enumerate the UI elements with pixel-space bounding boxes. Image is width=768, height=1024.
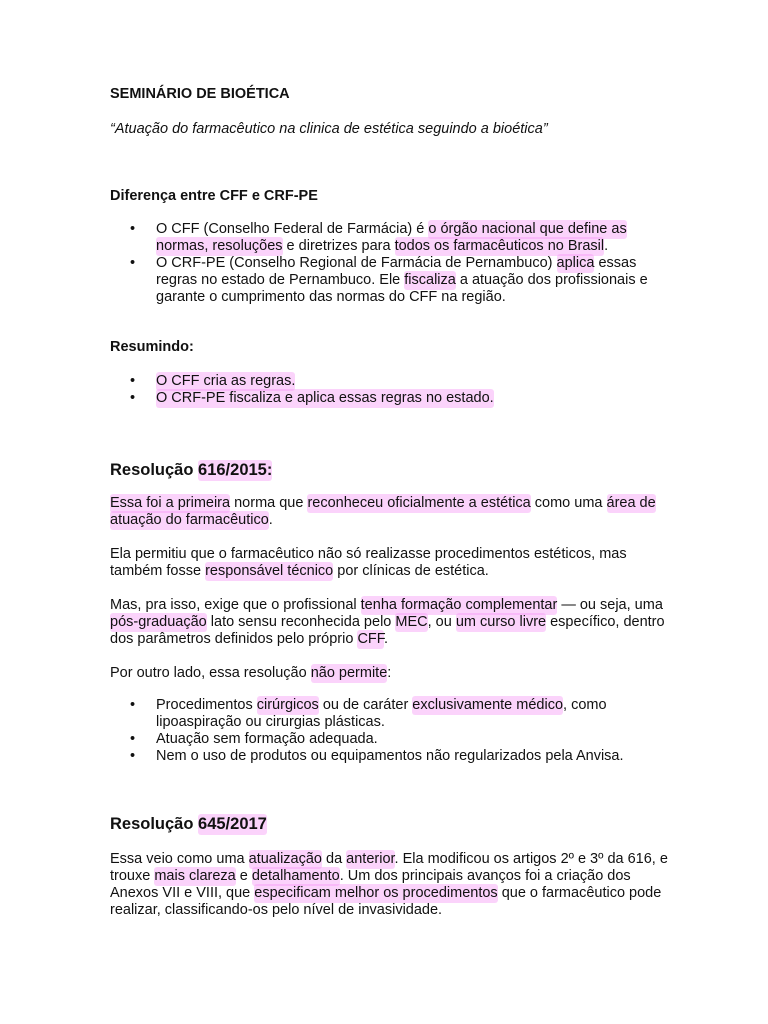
- heading-text: Resolução: [110, 815, 199, 833]
- text-run: .: [604, 238, 609, 254]
- highlight: fiscaliza: [404, 272, 456, 288]
- text-run: específico, dentro dos parâmetros definidos pelo próprio: [110, 614, 665, 647]
- text-run: Procedimentos: [156, 697, 257, 713]
- nao-permite-list: [110, 697, 670, 765]
- paragraph: [110, 665, 670, 682]
- highlight: 645/2017: [198, 815, 267, 833]
- list-item: [110, 255, 670, 306]
- highlight: todos os farmacêuticos no Brasil: [394, 238, 605, 254]
- section-heading-resolucao-645: [110, 815, 267, 834]
- text-run: a atuação dos profissionais e garante o cumprimento das normas do CFF na região.: [156, 272, 648, 305]
- text-run: e: [235, 868, 252, 884]
- text-run: , como lipoaspiração ou cirurgias plásticas.: [156, 697, 607, 730]
- cff-crf-list: [110, 221, 670, 306]
- list-item: [110, 748, 670, 765]
- paragraph: [110, 546, 670, 580]
- text-run: essas regras no estado de Pernambuco. Ele: [156, 255, 637, 288]
- list-item: [110, 697, 670, 731]
- highlight: anterior: [346, 851, 395, 867]
- text-run: norma que: [230, 495, 308, 511]
- text-run: que o farmacêutico pode realizar, classificando-os pelo nível de invasividade.: [110, 885, 662, 918]
- highlight: um curso livre: [455, 614, 547, 630]
- text-run: .: [384, 631, 389, 647]
- text-run: O CRF-PE (Conselho Regional de Farmácia de Pernambuco): [156, 255, 557, 271]
- highlight: Essa foi a primeira: [110, 495, 231, 511]
- highlight: CFF: [357, 631, 385, 647]
- text-run: lato sensu reconhecida pelo: [206, 614, 396, 630]
- paragraph: [110, 851, 670, 919]
- paragraph: [110, 495, 670, 529]
- text-run: Mas, pra isso, exige que o profissional: [110, 597, 361, 613]
- highlight: reconheceu oficialmente a estética: [307, 495, 531, 511]
- highlight: responsável técnico: [205, 563, 334, 579]
- section-heading-resumindo: Resumindo:: [110, 339, 194, 355]
- text-run: Atuação sem formação adequada.: [156, 731, 378, 747]
- section-heading-cff-crf: Diferença entre CFF e CRF-PE: [110, 188, 318, 204]
- highlight: especificam melhor os procedimentos: [254, 885, 498, 901]
- highlight: O CFF cria as regras.: [156, 373, 296, 389]
- highlight: tenha formação complementar: [360, 597, 558, 613]
- list-item: [110, 373, 670, 390]
- list-item: [110, 221, 670, 255]
- highlight: o órgão nacional que define as normas, resoluções: [156, 221, 627, 254]
- text-run: ou de caráter: [318, 697, 413, 713]
- section-heading-resolucao-616: [110, 461, 272, 480]
- text-run: Essa veio como uma: [110, 851, 249, 867]
- highlight: não permite: [310, 665, 388, 681]
- highlight: cirúrgicos: [256, 697, 319, 713]
- document-subtitle: “Atuação do farmacêutico na clinica de estética seguindo a bioética”: [110, 121, 548, 137]
- text-run: O CFF (Conselho Federal de Farmácia) é: [156, 221, 429, 237]
- text-run: por clínicas de estética.: [333, 563, 489, 579]
- highlight: mais clareza: [154, 868, 236, 884]
- text-run: como uma: [530, 495, 607, 511]
- highlight: área de atuação do farmacêutico: [110, 495, 656, 528]
- list-item: [110, 731, 670, 748]
- paragraph: [110, 597, 670, 648]
- resumindo-list: [110, 373, 670, 407]
- text-run: e diretrizes para: [282, 238, 395, 254]
- text-run: da: [321, 851, 347, 867]
- text-run: , ou: [427, 614, 456, 630]
- highlight: exclusivamente médico: [412, 697, 564, 713]
- highlight: O CRF-PE fiscaliza e aplica essas regras no estado.: [156, 390, 494, 406]
- highlight: 616/2015:: [198, 461, 273, 479]
- heading-text: Resolução: [110, 461, 199, 479]
- highlight: atualização: [248, 851, 322, 867]
- text-run: Nem o uso de produtos ou equipamentos não regularizados pela Anvisa.: [156, 748, 624, 764]
- text-run: :: [387, 665, 392, 681]
- list-item: [110, 390, 670, 407]
- text-run: Por outro lado, essa resolução: [110, 665, 311, 681]
- text-run: Ela permitiu que o farmacêutico não só realizasse procedimentos estéticos, mas também fosse: [110, 546, 627, 579]
- text-run: . Ela modificou os artigos 2º e 3º da 616, e trouxe: [110, 851, 668, 884]
- highlight: MEC: [395, 614, 428, 630]
- text-run: .: [268, 512, 273, 528]
- highlight: aplica: [556, 255, 595, 271]
- text-run: — ou seja, uma: [557, 597, 663, 613]
- document-title: SEMINÁRIO DE BIOÉTICA: [110, 86, 290, 102]
- text-run: . Um dos principais avanços foi a criação dos Anexos VII e VIII, que: [110, 868, 631, 901]
- highlight: detalhamento: [251, 868, 340, 884]
- highlight: pós-graduação: [110, 614, 207, 630]
